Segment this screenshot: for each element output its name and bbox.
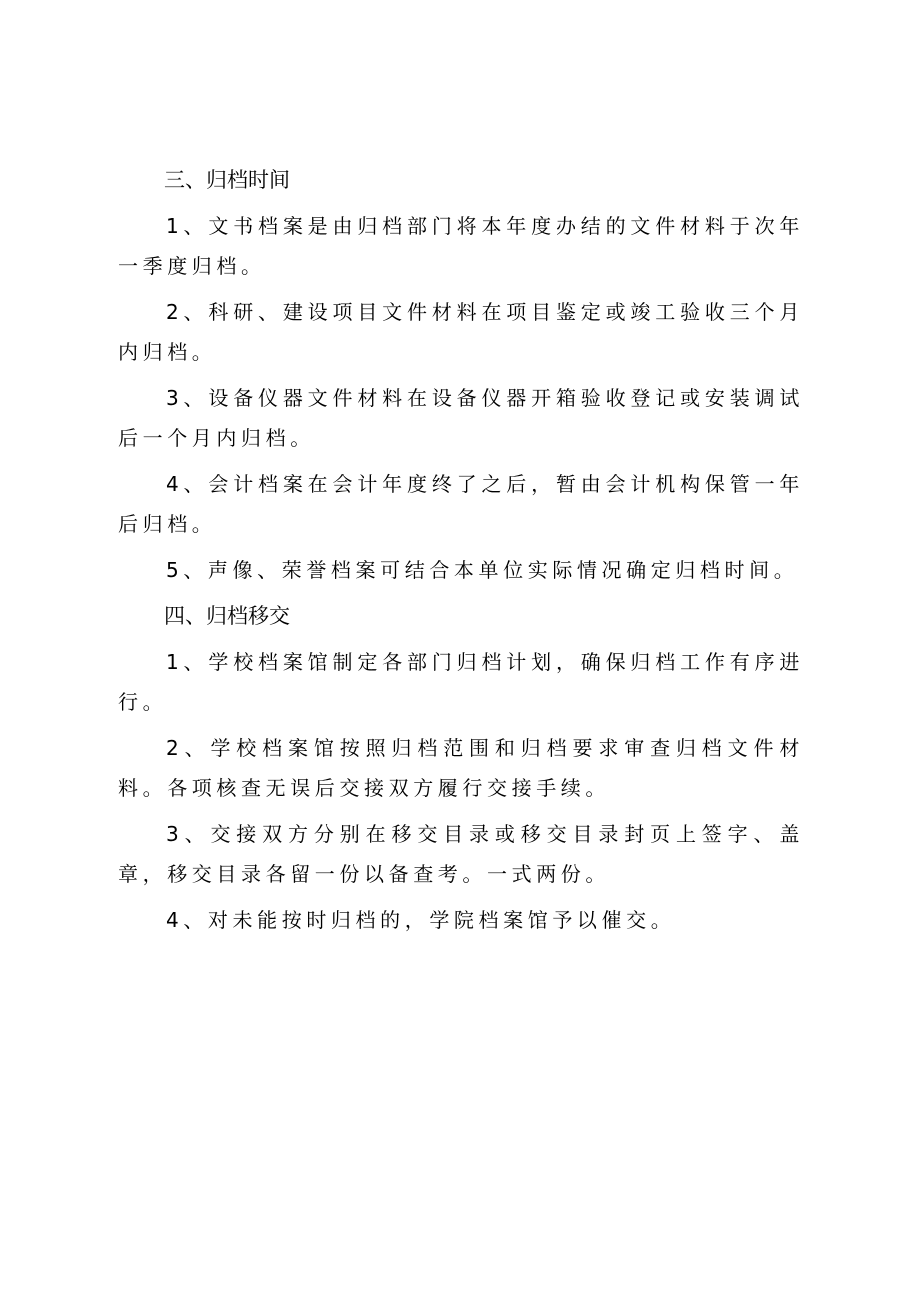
paragraph-item: 5、声像、荣誉档案可结合本单位实际情况确定归档时间。 <box>166 558 799 582</box>
paragraph-item: 4、会计档案在会计年度终了之后，暂由会计机构保管一年后归档。 <box>118 472 804 536</box>
section-heading-archiving-time: 三、归档时间 <box>164 168 290 192</box>
paragraph-item: 1、文书档案是由归档部门将本年度办结的文件材料于次年一季度归档。 <box>118 214 804 278</box>
paragraph-item: 3、设备仪器文件材料在设备仪器开箱验收登记或安装调试后一个月内归档。 <box>118 386 804 450</box>
paragraph-item: 2、学校档案馆按照归档范围和归档要求审查归档文件材料。各项核查无误后交接双方履行交接手续。 <box>118 736 804 800</box>
paragraph-item: 1、学校档案馆制定各部门归档计划，确保归档工作有序进行。 <box>118 650 804 714</box>
paragraph-item: 4、对未能按时归档的，学院档案馆予以催交。 <box>166 908 676 932</box>
section-heading-archiving-transfer: 四、归档移交 <box>164 604 290 628</box>
paragraph-item: 3、交接双方分别在移交目录或移交目录封页上签字、盖章，移交目录各留一份以备查考。一式两份。 <box>118 822 804 886</box>
paragraph-item: 2、科研、建设项目文件材料在项目鉴定或竣工验收三个月内归档。 <box>118 300 804 364</box>
document-body <box>118 160 804 946</box>
